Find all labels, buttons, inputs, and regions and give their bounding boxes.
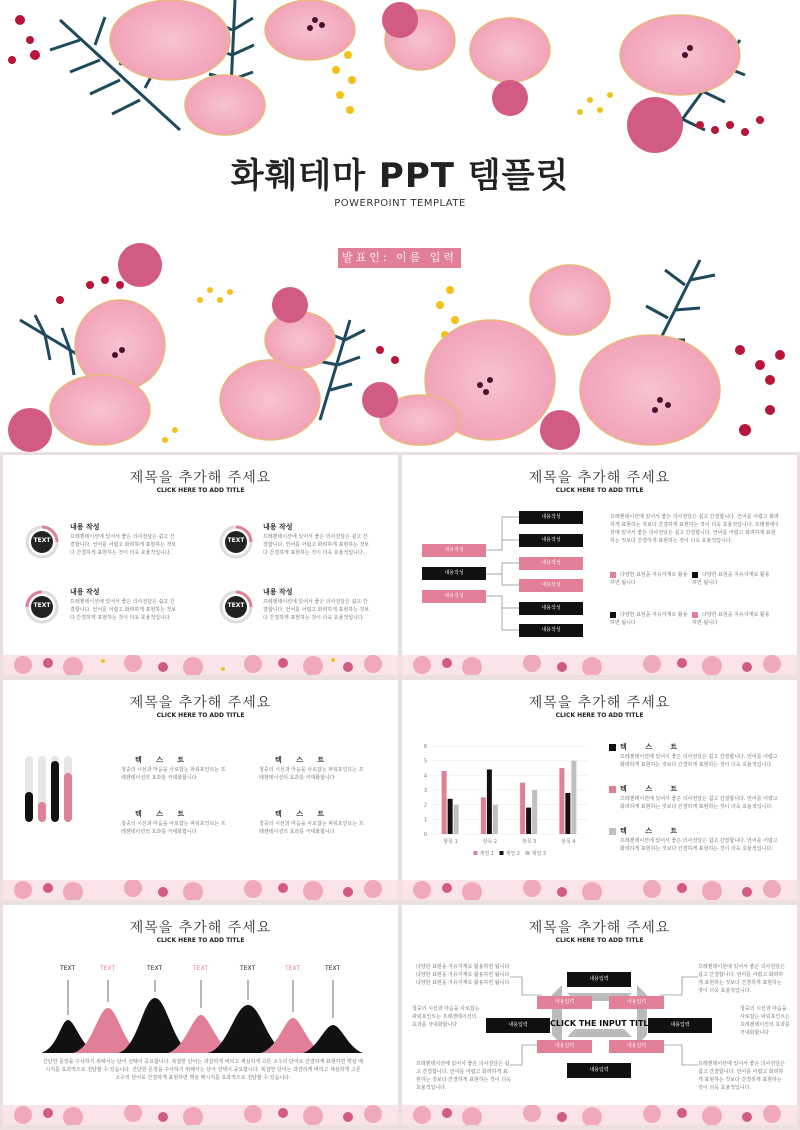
item-body: 청중의 시선과 마음을 사로잡는 파워포인트는 프레젠테이션의 효과를 극대화합니다 — [259, 821, 364, 835]
cover-subtitle: POWERPOINT TEMPLATE — [334, 198, 466, 209]
content-box[interactable]: 내용입력 — [609, 996, 664, 1009]
presenter-input[interactable]: 발표인: 이름 입력 — [338, 248, 461, 268]
progress-fill — [38, 802, 46, 822]
cover-slide — [0, 0, 800, 452]
bar — [565, 793, 570, 834]
legend-swatch — [526, 851, 530, 855]
y-tick-label: 1 — [423, 817, 427, 824]
bar — [454, 805, 459, 834]
legend-swatch — [692, 572, 698, 578]
item-body: 청중의 시선과 마음을 사로잡는 파워포인트는 프레젠테이션의 효과를 극대화합니다 — [259, 767, 364, 781]
legend-item: 다양한 표현을 자유자재로 활용하면 됩니다 — [610, 612, 688, 626]
slide-subtitle: CLICK HERE TO ADD TITLE — [555, 712, 644, 719]
floral-band — [402, 880, 797, 900]
bar — [571, 761, 576, 834]
tree-connectors — [402, 455, 797, 675]
item-body: 프레젠테이션에 있어서 좋은 의사전달은 쉽고 간결합니다. 언어를 어렵고 화려하게 표현하는 것보다 간결하게 표현하는 것이 더욱 효율적입니다. — [620, 754, 778, 768]
right-box[interactable]: 내용작성 — [519, 534, 583, 547]
slide-title: 제목을 추가해 주세요 — [528, 695, 671, 711]
bar — [559, 768, 564, 834]
y-tick-label: 2 — [423, 802, 427, 809]
text-badge: TEXT — [25, 590, 59, 628]
bar — [532, 790, 537, 834]
slide-peaks — [3, 905, 398, 1125]
progress-fill — [64, 773, 72, 823]
slide-subtitle: CLICK HERE TO ADD TITLE — [156, 487, 245, 494]
side-text: 다양한 표현을 자유자재로 활용하면 됩니다 다양한 표현을 자유자재로 활용하면 됩니다 다양한 표현을 자유자재로 활용하면 됩니다 — [416, 964, 510, 986]
progress-track — [38, 756, 46, 822]
item-body: 청중의 시선과 마음을 사로잡는 파워포인트는 프레젠테이션의 효과를 극대화합니다 — [121, 821, 226, 835]
y-tick-label: 6 — [423, 744, 427, 750]
slide-bar-chart — [402, 680, 797, 900]
text-badge: TEXT — [219, 525, 253, 563]
left-box[interactable]: 내용작성 — [422, 544, 486, 557]
floral-band — [402, 655, 797, 675]
legend-label: 계열 3 — [531, 851, 546, 857]
text-badge: TEXT — [219, 590, 253, 628]
legend-item: 다양한 표현을 자유자재로 활용하면 됩니다 — [610, 572, 688, 586]
floral-decoration — [0, 0, 800, 452]
progress-track — [51, 756, 59, 822]
progress-fill — [25, 792, 33, 822]
slide-subtitle: CLICK HERE TO ADD TITLE — [555, 937, 644, 944]
y-tick-label: 4 — [423, 773, 427, 780]
legend-swatch — [500, 851, 504, 855]
item-heading: 텍 스 트 — [275, 756, 331, 764]
slide-content-circles — [3, 455, 398, 675]
side-text: 프레젠테이션에 있어서 좋은 의사전달은 쉽고 간결합니다. 언어를 어렵고 화려하게 표현하는 것보다 간결하게 표현하는 것이 더욱 효율적입니다. — [416, 1061, 511, 1091]
legend-item: 다양한 표현을 자유자재로 활용하면 됩니다 — [692, 612, 770, 626]
bar — [442, 771, 447, 834]
item-body: 청중의 시선과 마음을 사로잡는 파워포인트는 프레젠테이션의 효과를 극대화합니다 — [121, 767, 226, 781]
right-box[interactable]: 내용작성 — [519, 511, 583, 524]
legend-label: 계열 1 — [479, 851, 494, 857]
description-text: 프레젠테이션에 있어서 좋은 의사전달은 쉽고 간결합니다. 언어를 어렵고 화려하게 표현하는 것보다 간결하게 표현하는 것이 더욱 효율적입니다. 프레젠테이션에 있어서 좋은 의사전달은 쉽고 간결합니다. 언어를 어렵고 화려하게 표현하는 것보다 간결하게 표현하는 것이 더욱 효율적입니다. — [610, 514, 779, 544]
progress-fill — [51, 761, 59, 822]
item-heading: 텍 스 트 — [135, 810, 191, 818]
legend-label: 계열 2 — [505, 851, 520, 857]
peak-label: TEXT — [193, 965, 209, 972]
peak-label: TEXT — [100, 965, 116, 972]
slide-progress-bars — [3, 680, 398, 900]
bar — [526, 808, 531, 834]
item-heading: 내용 작성 — [263, 523, 293, 531]
slide-title: 제목을 추가해 주세요 — [129, 695, 272, 711]
item-body: 프레젠테이션에 있어서 좋은 의사전달은 쉽고 간결합니다. 언어를 어렵고 화려하게 표현하는 것보다 간결하게 표현하는 것이 더욱 효율적입니다. — [620, 796, 778, 810]
bar-chart — [417, 742, 592, 862]
item-heading: 텍 스 트 — [275, 810, 331, 818]
slide-subtitle: CLICK HERE TO ADD TITLE — [156, 712, 245, 719]
side-text: 청중의 시선과 마음을 사로잡는 파워포인트는 프레젠테이션의 효과를 극대화합니다 — [412, 1006, 480, 1028]
floral-band — [3, 1105, 398, 1125]
legend-swatch — [609, 744, 616, 751]
progress-track — [25, 756, 33, 822]
x-tick-label: 항목 1 — [443, 839, 458, 845]
item-heading: 내용 작성 — [70, 523, 100, 531]
content-box[interactable]: 내용입력 — [486, 1018, 550, 1033]
side-text: 청중의 시선과 마음을 사로잡는 파워포인트는 프레젠테이션의 효과를 극대화합니다 — [740, 1006, 790, 1036]
x-tick-label: 항목 4 — [561, 839, 576, 845]
slide-title: 제목을 추가해 주세요 — [129, 470, 272, 486]
slide-subtitle: CLICK HERE TO ADD TITLE — [156, 937, 245, 944]
side-text: 프레젠테이션에 있어서 좋은 의사전달은 쉽고 간결합니다. 언어를 어렵고 화려하게 표현하는 것보다 간결하게 표현하는 것이 더욱 효율적입니다. — [698, 1061, 785, 1091]
slide-tree-diagram — [402, 455, 797, 675]
right-box[interactable]: 내용작성 — [519, 579, 583, 592]
legend-swatch — [610, 612, 616, 618]
item-heading: 텍 스 트 — [135, 756, 191, 764]
legend-swatch — [474, 851, 478, 855]
peak-label: TEXT — [147, 965, 163, 972]
left-box[interactable]: 내용작성 — [422, 567, 486, 580]
center-title[interactable]: CLICK THE INPUT TITLE — [550, 1019, 654, 1028]
content-box[interactable]: 내용입력 — [648, 1018, 712, 1033]
content-box[interactable]: 내용입력 — [537, 996, 592, 1009]
y-tick-label: 3 — [423, 788, 427, 794]
content-box[interactable]: 내용입력 — [609, 1040, 664, 1053]
legend-swatch — [692, 612, 698, 618]
text-badge: TEXT — [25, 525, 59, 563]
content-box[interactable]: 내용입력 — [537, 1040, 592, 1053]
content-box[interactable]: 내용입력 — [567, 1063, 631, 1078]
floral-band — [3, 880, 398, 900]
item-heading: 텍 스 트 — [609, 784, 685, 794]
floral-band — [3, 655, 398, 675]
bar — [487, 769, 492, 834]
item-body: 프레젠테이션에 있어서 좋은 의사전달은 쉽고 간결합니다. 언어를 어렵고 화려하게 표현하는 것보다 간결하게 표현하는 것이 더욱 효율적입니다. — [263, 534, 370, 556]
legend-swatch — [610, 572, 616, 578]
side-text: 프레젠테이션에 있어서 좋은 의사전달은 쉽고 간결합니다. 언어를 어렵고 화려하게 표현하는 것보다 간결하게 표현하는 것이 더욱 효율적입니다. — [698, 964, 785, 994]
peak-label: TEXT — [285, 965, 301, 972]
peak-label: TEXT — [240, 965, 256, 972]
right-box[interactable]: 내용작성 — [519, 602, 583, 615]
item-body: 프레젠테이션에 있어서 좋은 의사전달은 쉽고 간결합니다. 언어를 어렵고 화려하게 표현하는 것보다 간결하게 표현하는 것이 더욱 효율적입니다. — [70, 599, 177, 621]
right-box[interactable]: 내용작성 — [519, 557, 583, 570]
slide-title: 제목을 추가해 주세요 — [129, 920, 272, 936]
bar — [493, 805, 498, 834]
floral-band — [402, 1105, 797, 1125]
bar — [481, 797, 486, 834]
left-box[interactable]: 내용작성 — [422, 590, 486, 603]
slide-title: 제목을 추가해 주세요 — [528, 920, 671, 936]
vertical-progress-bars — [25, 752, 95, 822]
progress-track — [64, 756, 72, 822]
peak-diagram — [3, 960, 398, 1055]
bar — [448, 799, 453, 834]
item-heading: 텍 스 트 — [609, 742, 685, 752]
item-body: 프레젠테이션에 있어서 좋은 의사전달은 쉽고 간결합니다. 언어를 어렵고 화려하게 표현하는 것보다 간결하게 표현하는 것이 더욱 효율적입니다. — [263, 599, 370, 621]
slide-title: 제목을 추가해 주세요 — [528, 470, 671, 486]
description-text: 간단한 문장을 구사하기 위해서는 단어 선택이 중요합니다. 복잡한 단어는 과감하게 버리고 세심하게 고른 소수의 단어로 간결하게 표현하면 핵심 메시지를 효과적으로 전달할 수 있습니다. 간단한 문장을 구사하기 위해서는 단어 선택이 중요합니다. 복잡한 단어는 과감하게 버리고 세심하게 고른 소수의 단어로 간결하게 표현하면 핵심 메시지를 효과적으로 전달할 수 있습니다. — [43, 1059, 364, 1081]
legend-swatch — [609, 828, 616, 835]
item-body: 프레젠테이션에 있어서 좋은 의사전달은 쉽고 간결합니다. 언어를 어렵고 화려하게 표현하는 것보다 간결하게 표현하는 것이 더욱 효율적입니다. — [620, 838, 778, 852]
bar — [520, 783, 525, 834]
item-heading: 내용 작성 — [263, 588, 293, 596]
peak-label: TEXT — [60, 965, 76, 972]
right-box[interactable]: 내용작성 — [519, 624, 583, 637]
slide-cross-diagram — [402, 905, 797, 1125]
legend-swatch — [609, 786, 616, 793]
peak — [303, 1025, 363, 1053]
legend-item: 다양한 표현을 자유자재로 활용하면 됩니다 — [692, 572, 770, 586]
y-tick-label: 5 — [423, 758, 427, 765]
y-tick-label: 0 — [423, 832, 427, 838]
peak-label: TEXT — [325, 965, 341, 972]
x-tick-label: 항목 2 — [482, 839, 498, 845]
x-tick-label: 항목 3 — [521, 839, 537, 845]
item-heading: 내용 작성 — [70, 588, 100, 596]
item-body: 프레젠테이션에 있어서 좋은 의사전달은 쉽고 간결합니다. 언어를 어렵고 화려하게 표현하는 것보다 간결하게 표현하는 것이 더욱 효율적입니다. — [70, 534, 177, 556]
cover-title: 화훼테마 PPT 템플릿 — [230, 156, 570, 196]
slide-subtitle: CLICK HERE TO ADD TITLE — [555, 487, 644, 494]
item-heading: 텍 스 트 — [609, 826, 685, 836]
content-box[interactable]: 내용입력 — [567, 972, 631, 987]
